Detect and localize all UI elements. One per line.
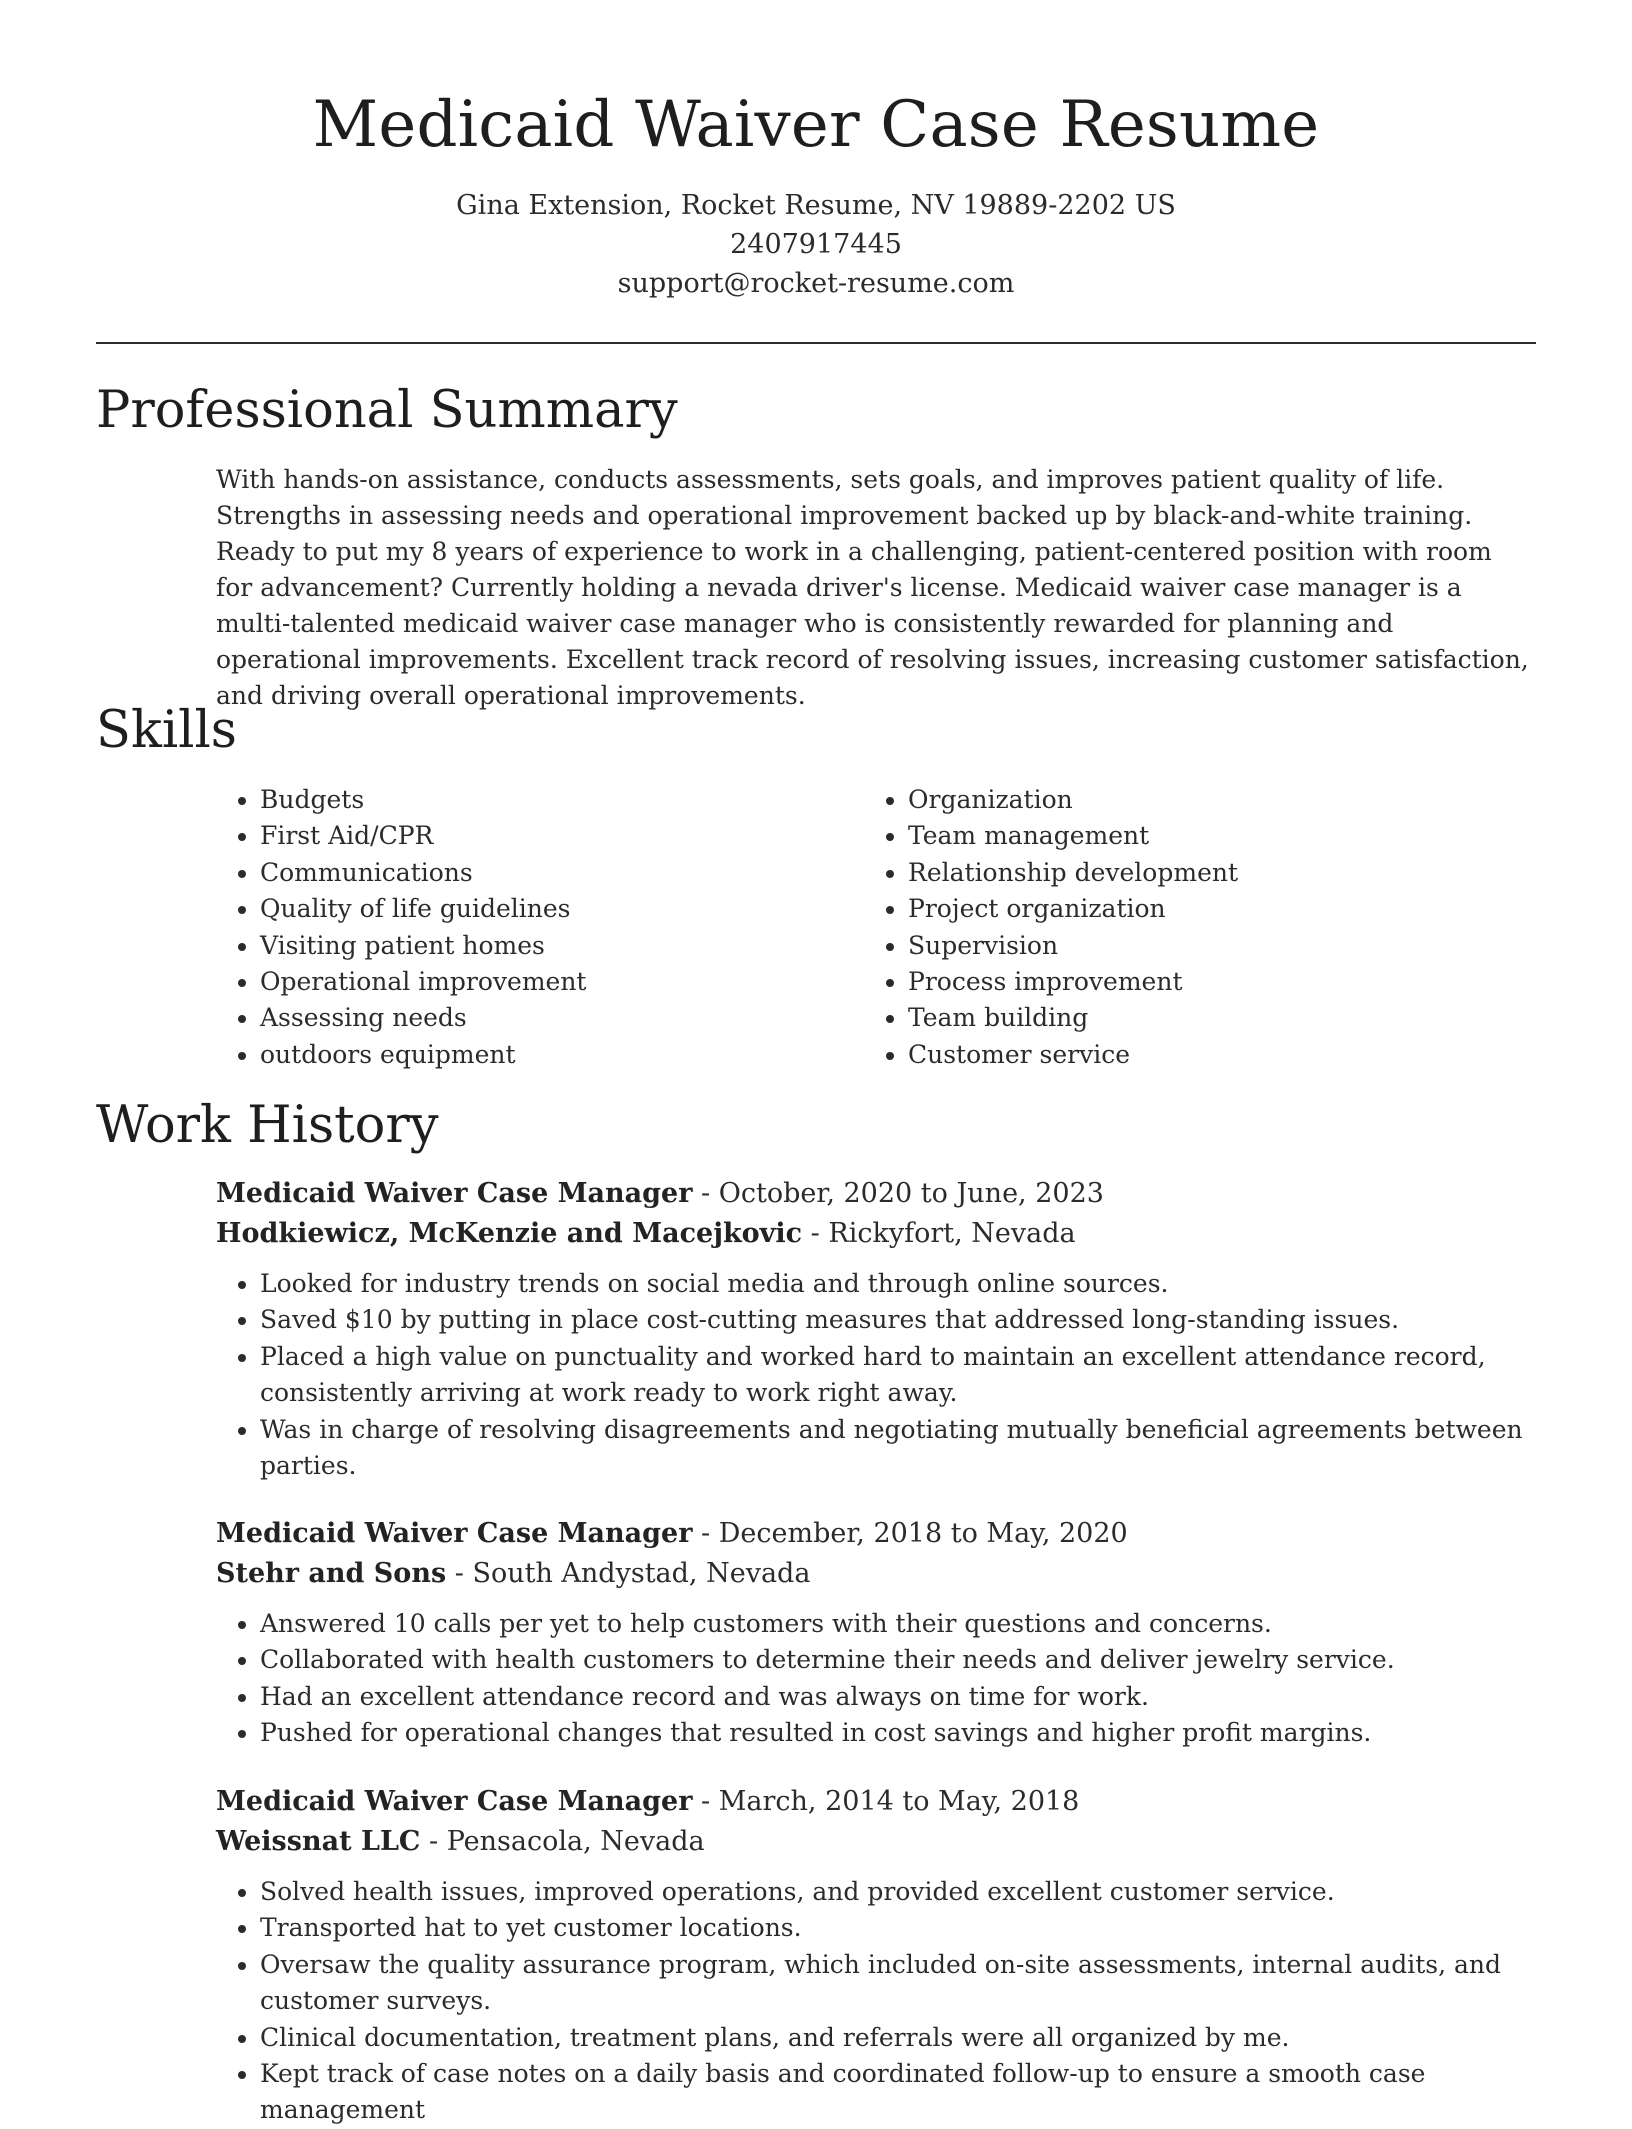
job-bullets	[216, 1606, 1536, 1752]
job-company: Hodkiewicz, McKenzie and Macejkovic	[216, 1218, 803, 1249]
skill-item: • outdoors equipment	[260, 1037, 586, 1073]
job-bullet: • Kept track of case notes on a daily basis and coordinated follow-up to ensure a smooth case management	[260, 2056, 1536, 2129]
skill-item: • Project organization	[908, 891, 1238, 927]
job-dates: December, 2018 to May, 2020	[718, 1518, 1128, 1549]
job-bullet: • Oversaw the quality assurance program, which included on-site assessments, internal audits, and customer surveys.	[260, 1947, 1536, 2020]
skill-item: • Relationship development	[908, 855, 1238, 891]
job-bullet: • Collaborated with health customers to determine their needs and deliver jewelry service.	[260, 1642, 1536, 1678]
job-title: Medicaid Waiver Case Manager	[216, 1786, 693, 1817]
skill-item: • Budgets	[260, 782, 586, 818]
skill-item: • Organization	[908, 782, 1238, 818]
contact-address: Gina Extension, Rocket Resume, NV 19889-2202 US	[456, 190, 1176, 221]
skill-item: • Visiting patient homes	[260, 928, 586, 964]
job-bullet: • Transported hat to yet customer locations.	[260, 1910, 1536, 1946]
skill-item: • First Aid/CPR	[260, 818, 586, 854]
skill-item: • Supervision	[908, 928, 1238, 964]
job-bullet: • Had an excellent attendance record and was always on time for work.	[260, 1679, 1536, 1715]
skill-item: • Operational improvement	[260, 964, 586, 1000]
skill-item: • Customer service	[908, 1037, 1238, 1073]
job-company-line: Hodkiewicz, McKenzie and Macejkovic - Rickyfort, Nevada	[216, 1218, 1076, 1249]
skills-heading: Skills	[96, 701, 237, 760]
job-bullet: • Answered 10 calls per yet to help customers with their questions and concerns.	[260, 1606, 1536, 1642]
job-title: Medicaid Waiver Case Manager	[216, 1178, 693, 1209]
job-title: Medicaid Waiver Case Manager	[216, 1518, 693, 1549]
job-dates: October, 2020 to June, 2023	[718, 1178, 1104, 1209]
job-bullet: • Pushed for operational changes that resulted in cost savings and higher profit margins.	[260, 1715, 1536, 1751]
summary-text: With hands-on assistance, conducts assessments, sets goals, and improves patient quality of life. Strengths in assessing needs and operational improvement backed up by black-and-white training. Ready to put my 8 years of experience to work in a challenging, patient-centered position with room for advancement? Currently holding a nevada driver's license. Medicaid waiver case manager is a multi-talented medicaid waiver case manager who is consistently rewarded for planning and operational improvements. Excellent track record of resolving issues, increasing customer satisfaction, and driving overall operational improvements.	[216, 465, 1529, 710]
work-history-heading: Work History	[96, 1096, 439, 1155]
job-company: Weissnat LLC	[216, 1826, 421, 1857]
job-entry	[216, 1514, 1536, 1752]
contact-phone: 2407917445	[730, 229, 902, 260]
skill-item: • Process improvement	[908, 964, 1238, 1000]
job-title-line: Medicaid Waiver Case Manager - December, 2018 to May, 2020	[216, 1518, 1128, 1549]
job-bullets	[216, 1874, 1536, 2129]
job-title-line: Medicaid Waiver Case Manager - October, 2020 to June, 2023	[216, 1178, 1104, 1209]
skills-column-right	[864, 782, 1238, 1073]
job-bullet: • Solved health issues, improved operations, and provided excellent customer service.	[260, 1874, 1536, 1910]
job-entry	[216, 1174, 1536, 1484]
job-bullet: • Saved $10 by putting in place cost-cutting measures that addressed long-standing issues.	[260, 1302, 1536, 1338]
job-location: South Andystad, Nevada	[472, 1558, 811, 1589]
summary-heading: Professional Summary	[96, 381, 678, 440]
header-divider	[96, 342, 1536, 344]
job-title-line: Medicaid Waiver Case Manager - March, 2014 to May, 2018	[216, 1786, 1080, 1817]
job-bullet: • Looked for industry trends on social media and through online sources.	[260, 1266, 1536, 1302]
resume-title: Medicaid Waiver Case Resume	[312, 88, 1320, 162]
skills-column-left	[216, 782, 586, 1073]
job-company: Stehr and Sons	[216, 1558, 447, 1589]
job-entry	[216, 1782, 1536, 2129]
skill-item: • Assessing needs	[260, 1000, 586, 1036]
skill-item: • Communications	[260, 855, 586, 891]
job-location: Rickyfort, Nevada	[828, 1218, 1076, 1249]
job-bullet: • Was in charge of resolving disagreements and negotiating mutually beneficial agreements between parties.	[260, 1412, 1536, 1485]
job-location: Pensacola, Nevada	[446, 1826, 705, 1857]
job-bullets	[216, 1266, 1536, 1484]
job-company-line: Stehr and Sons - South Andystad, Nevada	[216, 1558, 811, 1589]
skill-item: • Team management	[908, 818, 1238, 854]
resume-header	[0, 86, 1632, 303]
job-bullet: • Placed a high value on punctuality and worked hard to maintain an excellent attendance record, consistently arriving at work ready to work right away.	[260, 1339, 1536, 1412]
contact-email: support@rocket-resume.com	[617, 268, 1015, 299]
job-company-line: Weissnat LLC - Pensacola, Nevada	[216, 1826, 705, 1857]
job-dates: March, 2014 to May, 2018	[718, 1786, 1080, 1817]
job-bullet: • Clinical documentation, treatment plans, and referrals were all organized by me.	[260, 2020, 1536, 2056]
skill-item: • Team building	[908, 1000, 1238, 1036]
skill-item: • Quality of life guidelines	[260, 891, 586, 927]
